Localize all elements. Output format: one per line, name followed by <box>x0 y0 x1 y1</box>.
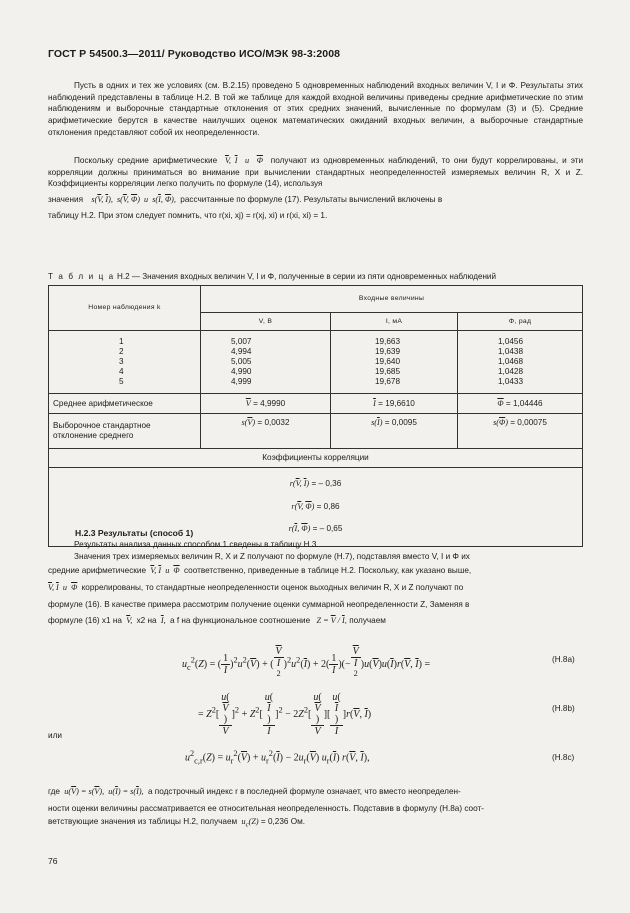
section-body <box>48 539 583 627</box>
observations-table <box>48 285 583 547</box>
sd-label: Выборочное стандартное отклонение среднего <box>49 414 201 449</box>
mean-row <box>49 394 583 414</box>
correlation-title-row <box>49 449 583 468</box>
header-phi: Φ, рад <box>458 313 583 331</box>
closing-line-1: где $u(\overline{V}) = s(\overline{V})$, $u(\overline{I}) = s(\overline{I})$, а подстрочный индекс r в последней формуле означает, что вместо неопределен- <box>48 787 461 796</box>
closing-line-3: ветствующие значения из таблицы Н.2, получаем $u_c(Z) = 0,236$ Ом. <box>48 817 306 829</box>
sd-i: $s(\overline{I}) = 0,0095$ <box>331 414 458 449</box>
section-line-2: Значения трех измеряемых величин R, X и Z получают по формуле (Н.7), подставляя вместо V, I и Φ их <box>74 551 470 561</box>
corr-v-i: $r(\overline{V}$, $\overline{I}$) = – 0,36 <box>289 479 342 488</box>
corr-i-phi: $r(\overline{I}$, $\overline{\Phi}$) = – 0,65 <box>288 524 343 534</box>
header-i: I, мА <box>331 313 458 331</box>
document-header: ГОСТ Р 54500.3—2011/ Руководство ИСО/МЭК 98-3:2008 <box>48 48 341 60</box>
sd-phi: $s(\overline{\Phi}) = 0,00075$ <box>458 414 583 449</box>
mean-phi: $\overline{\Phi} = 1,04446$ <box>458 394 583 414</box>
paragraph-2-values: значения $s(\overline{V}$, $\overline{I}$), $s(\overline{V}$, $\overline{\Phi}$) и $s(\overline{I}$, $\overline{\Phi}$), рассчитанные по формуле (17). Результаты вычислений включены в <box>48 194 443 204</box>
correlation-title: Коэффициенты корреляции <box>49 449 583 468</box>
section-line-6: формуле (16) x1 на $\overline{V}$, x2 на $\overline{I}$, а f на функциональное соотношение $Z = \overline{V} / \overline{I}$, получаем <box>48 616 386 626</box>
or-text: или <box>48 731 62 740</box>
header-input-quantities: Входные величины <box>201 286 583 313</box>
sd-row <box>49 414 583 449</box>
table-caption: Т а б л и ц а Н.2 — Значения входных величин V, I и Φ, полученные в серии из пяти одновременных наблюдений <box>48 272 496 281</box>
table-row <box>49 331 583 394</box>
mean-v: $\overline{V} = 4,9990$ <box>201 394 331 414</box>
corr-v-phi: $r(\overline{V}$, $\overline{\Phi}) = 0,86$ <box>291 501 340 511</box>
equation-label-h8b: (Н.8b) <box>552 704 575 713</box>
equation-h8a: $u_c^2(Z)$ = ( $\frac{1}{I}$ )$^2u^2(\overline{V})$ + ( $\overline{V}$ $\overline{I}$ $^2$ )$^2u^2(\overline{I}) + 2$( $\frac{1}{I}$ )(− $\overline{V}$ $\overline{I}$ $^2$ )$u(\overline{V})u(\overline{I})r(\overline{V}$, $\overline{I}$) = <box>182 646 431 678</box>
section-line-5: формуле (16). В качестве примера рассмотрим получение оценки суммарной неопределенности Z, Заменяя в <box>48 599 470 609</box>
closing-paragraph <box>48 786 583 831</box>
section-line-3: средние арифметические $\overline{V}$, $\overline{I}$ и $\overline{\Phi}$ соответственно, приведенные в таблице Н.2. Поскольку, как указано выше, <box>48 566 472 576</box>
mean-i: $\overline{I} = 19,6610$ <box>331 394 458 414</box>
section-title: Н.2.3 Результаты (способ 1) <box>75 528 194 538</box>
equation-h8b: = $Z^2$[ u( $\overline{V}$ ) V ]$^2 + Z^2$[ u( $\overline{I}$ ) I ]$^2 - 2Z^2$[ u( $\overline{V}$ ) V ][ u( $\overline{I}$ ) I ]$r(\overline{V}$, $\overline{I}$) <box>198 692 372 737</box>
phi-column: 1,0456 1,0438 1,0468 1,0428 1,0433 <box>458 331 583 394</box>
paragraph-2: Поскольку средние арифметические $\overline{V}$, $\overline{I}$ и $\overline{\Phi}$ получают из одновременных наблюдений, то они будут коррелированы, и эти корреляции должны приниматься во внимание при вычислении стандартных неопределенностей измеряемых величин R, X и Z. Коэффициенты корреляции легко получить по формуле (14), используя <box>48 156 584 189</box>
equation-label-h8a: (Н.8а) <box>552 655 575 664</box>
header-v: V, В <box>201 313 331 331</box>
mean-label: Среднее арифметическое <box>49 394 201 414</box>
sd-v: $s(\overline{V}) = 0,0032$ <box>201 414 331 449</box>
equation-label-h8c: (Н.8c) <box>552 753 575 762</box>
header-observation-number: Номер наблюдения k <box>49 286 201 331</box>
paragraph-2-note: таблицу Н.2. При этом следует помнить, что r(xi, xj) = r(xj, xi) и r(xi, xi) = 1. <box>48 210 328 220</box>
mean-symbols: $\overline{V}$, $\overline{I}$ и $\overline{\Phi}$ <box>224 156 263 165</box>
section-line-4: $\overline{V}$, $\overline{I}$ и $\overline{\Phi}$ коррелированы, то стандартные неопределенности оценок выходных величин R, X и Z получают по <box>48 582 464 592</box>
page-number: 76 <box>48 856 58 866</box>
correlation-paragraph <box>48 155 583 221</box>
v-column: 5,007 4,994 5,005 4,990 4,999 <box>201 331 331 394</box>
i-column: 19,663 19,639 19,640 19,685 19,678 <box>331 331 458 394</box>
equation-h8c: $u^2_{c,r}(Z) = u_r^2(\overline{V}) + u_r^2(\overline{I}) - 2u_r(\overline{V})$ $u_r(\overline{I})$ $r(\overline{V}$, $\overline{I}$), <box>185 749 370 766</box>
closing-line-2: ности оценки величины рассматривается ее относительная неопределенность. Подставив в формулу (Н.8а) соот- <box>48 803 484 813</box>
k-column: 1 2 3 4 5 <box>49 331 201 394</box>
paragraph-1: Пусть в одних и тех же условиях (см. В.2.15) проведено 5 одновременных наблюдений входных величин V, I и Φ. Результаты этих наблюдений представлены в таблице Н.2. В той же таблице для каждой входной величины приведены средние арифметические по этим наблюдениям и выборочные стандартные отклонения от этих средних значений, вычисленные по формулам (3) и (5). Средние арифметические берутся в качестве наилучших оценок математических ожиданий входных величин, а выборочные стандартные отклонения представляют собой их неопределенности. <box>48 81 583 137</box>
intro-paragraph <box>48 80 583 138</box>
section-line-1: Результаты анализа данных способом 1 сведены в таблицу Н.3. <box>74 540 319 549</box>
table-header-row <box>49 286 583 313</box>
